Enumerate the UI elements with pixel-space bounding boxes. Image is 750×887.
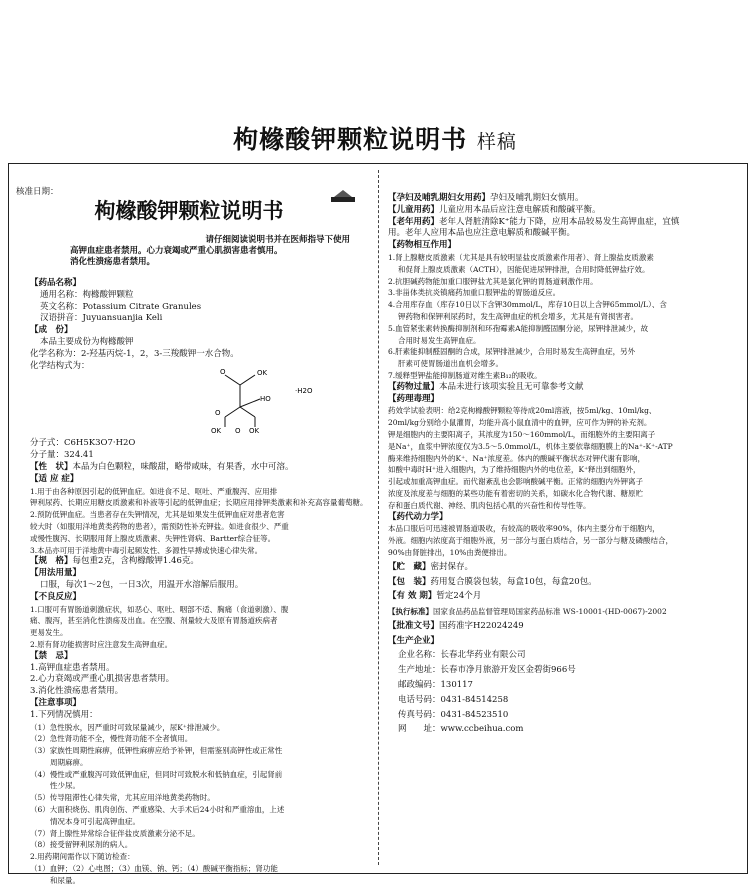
text-line: 痛、腹泻，甚至消化性溃疡及出血。在空腹、剂量较大及原有胃肠道疾病者 [30,616,278,626]
text-line: 生产地址：长春市净月旅游开发区金碧街966号 [398,665,576,676]
section-label: 【贮 藏】 [388,561,431,572]
text-line: 邮政编码：130117 [398,680,473,691]
text-line: 儿童应用本品后应注意电解质和酸碱平衡。 [439,204,601,215]
text-line: 20ml/kg分别给小鼠灌胃，均能升高小鼠血清中的血钾，应可作为钾的补充剂。 [388,418,652,428]
text-line: 分子式：C6H5K3O7·H2O [30,438,136,449]
right-column [388,193,738,736]
section-label: 【包 装】 [388,576,431,587]
text-line: 性少尿。 [50,781,80,791]
text-line: 钾利尿药、长期应用糖皮质激素和补液等引起的低钾血症；长期应用排钾类激素和补充高容量葡萄糖。 [30,498,368,508]
section-heading: 【成 份】 [30,325,73,336]
section-label: 【孕妇及哺乳期妇女用药】 [388,193,491,203]
text-line: 国家食品药品监督管理局国家药品标准 WS-10001-(HD-0067)-2002 [433,607,667,617]
chemical-structure-figure [205,365,325,435]
text-line: （3）家族性周期性麻痹，低钾性麻痹应给予补钾，但需鉴别高钾性或正常性 [30,746,283,756]
text-line: 引起或加重高钾血症。而代谢紊乱也会影响酸碱平衡。正常的细胞内外钾离子 [388,477,643,487]
section-label: 【有 效 期】 [388,591,437,602]
text-line: 钾药物和保钾利尿药时，发生高钾血症的机会增多，尤其是有肾损害者。 [398,311,638,321]
text-line: 电话号码：0431-84514258 [398,694,509,705]
text-line: 3.本品亦可用于洋地黄中毒引起频发性、多源性早搏或快速心律失常。 [30,545,263,555]
text-line: （1）急性脱水，因严重时可致尿量减少，尿K⁺排泄减少。 [30,722,225,732]
text-line: 1.口服可有胃肠道刺激症状，如恶心、呕吐、咽部不适、胸痛（食道刺激）、腹 [30,604,289,614]
text-line: 本品未进行该项实验且无可靠参考文献 [439,381,584,392]
chem-label: O [220,368,226,376]
text-line: 是Na⁺，血浆中钾浓度仅为3.5～5.0mmol/L，机体主要依靠细胞膜上的Na⁺-K⁺-ATP [388,441,673,451]
text-line: （8）接受留钾利尿剂的病人。 [30,840,133,850]
chem-label: O [235,427,241,435]
section-label: 【规 格】 [30,556,73,567]
text-line: （1）血钾；（2）心电图；（3）血镁、钠、钙；（4）酸碱平衡指标；肾功能 [30,864,278,874]
section-heading: 【用法用量】 [30,568,82,579]
text-line: 每包重2克，含枸橼酸钾1.46克。 [72,556,199,567]
text-line: 外液。细胞内浓度高于细胞外液，另一部分与蛋白质结合，另一部分与糖及磷酸结合， [388,536,673,546]
text-line: 化学结构式为： [30,360,90,371]
notice-line: 请仔细阅读说明书并在医师指导下使用 [205,235,350,245]
text-line: 孕妇及哺乳期妇女慎用。 [490,193,584,203]
text-line: 存和蛋白质代谢、神经、肌肉包括心肌的兴奋性和传导性等。 [388,500,591,510]
text-line: 国药准字H22024249 [439,620,524,631]
text-line: 1.下列情况慎用： [30,709,98,720]
text-line: 本品为白色颗粒，味酸甜，略带咸味，有果香，水中可溶。 [72,461,294,472]
section-heading: 【生产企业】 [388,635,440,646]
page-title: 枸橼酸钾颗粒说明书 样稿 [233,125,517,154]
text-line: 如酸中毒时H⁺进入细胞内，为了维持细胞内外的电位差，K⁺释出到细胞外， [388,465,641,475]
text-line: 较大时（如服用洋地黄类药物的患者），需预防性补充钾盐。如进食很少、严重 [30,521,289,531]
text-line: 浓度及浓度差与细胞的某些功能有着密切的关系，如碳水化合物代谢、糖原贮 [388,488,643,498]
notice-box [70,235,370,268]
section-heading: 【药代动力学】 [388,511,448,522]
text-line: 钾是细胞内的主要阳离子，其浓度为150～160mmol/L，而细胞外的主要阳离子 [388,429,656,439]
text-line: 情况本身可引起高钾血症。 [50,816,140,826]
text-line: 传真号码：0431-84523510 [398,709,509,720]
section-heading: 【药理毒理】 [388,393,440,404]
section-label: 【儿童用药】 [388,204,440,215]
text-line: 暂定24个月 [436,591,482,602]
chem-label: HO [260,395,271,403]
chem-label: ·H2O [295,387,313,395]
text-line: 1.肾上腺糖皮质激素（尤其是具有较明显盐皮质激素作用者）、肾上腺盐皮质激素 [388,252,654,262]
text-line: （2）急性肾功能不全，慢性肾功能不全者慎用。 [30,734,193,744]
text-line: 口服，每次1～2包，一日3次，用温开水溶解后服用。 [40,579,244,590]
text-line: 2.原有肾功能损害时应注意发生高钾血症。 [30,639,173,649]
text-line: 用。老年人应用本品也应注意电解质和酸碱平衡。 [388,228,576,239]
text-line: （5）传导阻滞性心律失常，尤其应用洋地黄类药物时。 [30,793,215,803]
text-line: 通用名称：枸橼酸钾颗粒 [40,289,134,300]
text-line: 3.消化性溃疡患者禁用。 [30,686,124,697]
text-line: 2.用药期间需作以下随访检查： [30,852,135,862]
website-link: 网 址：www.ccbeihua.com [398,724,524,735]
text-line: 本品口服后可迅速被胃肠道吸收，有较高的吸收率90%，体内主要分布于细胞内， [388,524,660,534]
column-divider [378,170,379,865]
document-title: 枸橼酸钾颗粒说明书 [94,199,284,223]
text-line: 4.合用库存血（库存10日以下含钾30mmol/L，库存10日以上含钾65mmol/L）、含 [388,300,667,310]
text-line: 1.高钾血症患者禁用。 [30,662,115,673]
section-heading: 【注意事项】 [30,697,82,708]
text-line: 肝素可使胃肠道出血机会增多。 [398,359,503,369]
text-line: 药用复合膜袋包装，每盒10包，每盒20包。 [430,576,597,587]
text-line: 汉语拼音：Juyuansuanjia Keli [40,313,163,324]
text-line: 和促肾上腺皮质激素（ACTH），因能促进尿钾排泄，合用时降低钾盐疗效。 [398,264,650,274]
text-line: 周期麻痹。 [50,757,88,767]
revision-date-label: 核准日期： [16,187,59,197]
text-line: 药效学试验表明：给2克枸橼酸钾颗粒等待成20ml溶液，按5ml/kg、10ml/kg、 [388,406,657,416]
text-line: 1.用于由各种原因引起的低钾血症。如进食不足、呕吐、严重腹泻、应用排 [30,486,278,496]
section-label: 【药物过量】 [388,381,440,392]
text-line: （4）慢性或严重腹泻可致低钾血症，但同时可致脱水和低钠血症，引起肾前 [30,769,283,779]
section-heading: 【适 应 症】 [30,473,79,484]
text-line: 或慢性腹泻、长期服用肾上腺皮质激素、失钾性肾病、Bartter综合征等。 [30,533,276,543]
text-line: 本品主要成份为枸橼酸钾 [40,336,134,347]
text-line: 密封保存。 [430,561,474,572]
text-line: 英文名称：Potassium Citrate Granules [40,301,202,312]
text-line: 和尿量。 [50,875,80,885]
section-label: 【性 状】 [30,461,73,472]
text-line: 分子量：324.41 [30,450,94,461]
text-line: 90%由肾脏排出，10%由粪便排出。 [388,547,512,557]
section-label: 【批准文号】 [388,620,440,631]
notice-line: 高钾血症患者禁用。心力衰竭或严重心肌损害患者慎用。 [70,246,283,256]
text-line: 企业名称：长春北华药业有限公司 [398,650,526,661]
chem-label: O [215,409,221,417]
section-heading: 【禁 忌】 [30,650,73,661]
section-heading: 【药品名称】 [30,278,82,288]
chem-label: OK [249,427,260,435]
text-line: 化学名称为：2-羟基丙烷-1，2，3-三羧酸钾一水合物。 [30,348,239,359]
text-line: 5.血管紧张素转换酶抑制剂和环孢霉素A能抑制醛固酮分泌，尿钾排泄减少，故 [388,323,649,333]
section-heading: 【不良反应】 [30,591,82,602]
chem-label: OK [257,369,268,377]
text-line: 6.肝素能抑制醛固酮的合成，尿钾排泄减少，合用时易发生高钾血症，另外 [388,347,636,357]
notice-line: 消化性溃疡患者禁用。 [70,257,156,267]
text-line: 3.非甾体类抗炎镇痛药加重口服钾盐的胃肠道反应。 [388,288,561,298]
section-heading: 【药物相互作用】 [388,240,457,251]
text-line: 更易发生。 [30,628,68,638]
chem-label: OK [211,427,222,435]
text-line: 酶来维持细胞内外的K⁺、Na⁺浓度差。体内的酸碱平衡状态对钾代谢有影响， [388,453,646,463]
text-line: （7）肾上腺性异常综合征伴盐皮质激素分泌不足。 [30,828,200,838]
section-label: 【老年用药】 [388,216,440,227]
text-line: 2.预防低钾血症。当患者存在失钾情况，尤其是如果发生低钾血症对患者危害 [30,510,285,520]
text-line: 2.心力衰竭或严重心肌损害患者禁用。 [30,674,175,685]
text-line: 老年人肾脏清除K⁺能力下降，应用本品较易发生高钾血症，宜慎 [439,216,680,227]
text-line: 2.抗胆碱药物能加重口服钾盐尤其是氯化钾的胃肠道刺激作用。 [388,276,598,286]
section-label: 【执行标准】 [388,607,433,617]
text-line: （6）大面积烧伤、肌肉创伤、严重感染、大手术后24小时和严重溶血，上述 [30,805,285,815]
text-line: 合用时易发生高钾血症。 [398,335,481,345]
text-line: 7.缓释型钾盐能抑制肠道对维生素B₁₂的吸收。 [388,370,542,380]
